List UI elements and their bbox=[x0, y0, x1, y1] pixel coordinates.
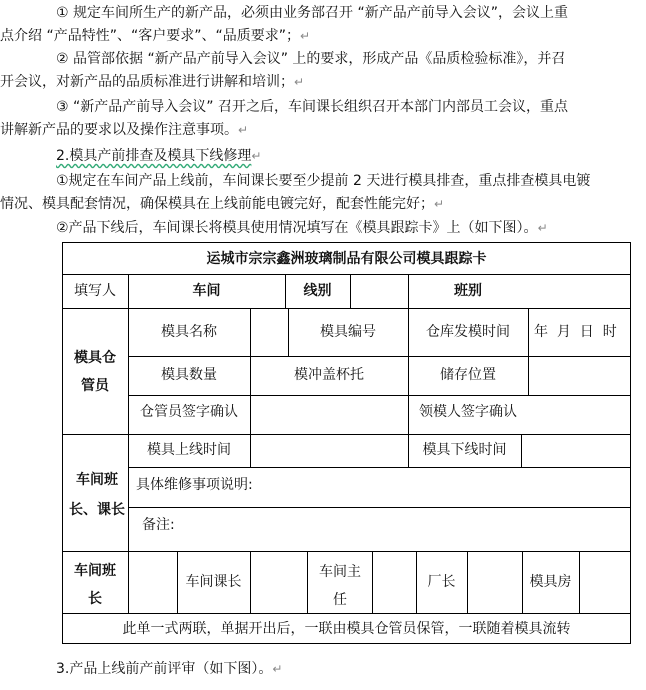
paragraph-3: ② 品管部依据 “新产品产前导入会议” 上的要求，形成产品《品质检验标准》，并召 bbox=[56, 51, 566, 67]
paragraph-1: ① 规定车间所生产的新产品，必须由业务部召开 “新产品产前导入会议”，会议上重 bbox=[56, 5, 568, 21]
form-footer-note: 此单一式两联，单据开出后，一联由模具仓管员保管，一联随着模具流转 bbox=[122, 621, 571, 637]
section-heading-3: 3.产品上线前产前评审（如下图）。↵ bbox=[56, 661, 283, 677]
form-title: 运城市宗宗鑫洲玻璃制品有限公司模具跟踪卡 bbox=[206, 251, 487, 267]
ws-head-label: 车间班长 bbox=[74, 563, 116, 607]
paragraph-9: ②产品下线后，车间课长将模具使用情况填写在《模具跟踪卡》上（如下图）。↵ bbox=[56, 220, 548, 236]
line-label: 线别 bbox=[303, 283, 332, 299]
filler-label: 填写人 bbox=[74, 283, 116, 299]
section-heading-2: 2.模具产前排查及模具下线修理↵ bbox=[56, 148, 262, 164]
mold-keeper-label: 模具仓管员 bbox=[74, 350, 116, 394]
mold-no-label: 模具编号 bbox=[320, 324, 376, 340]
offline-time-label: 模具下线时间 bbox=[422, 442, 507, 458]
date-ymdh-label: 年 月 日 时 bbox=[534, 324, 617, 340]
online-time-label: 模具上线时间 bbox=[147, 442, 231, 458]
ws-director-label: 车间主任 bbox=[319, 564, 361, 608]
shift-label: 班别 bbox=[454, 283, 482, 299]
mold-qty-label: 模具数量 bbox=[161, 367, 217, 383]
remark-label: 备注: bbox=[142, 517, 175, 533]
paragraph-4: 开会议，对新产品的品质标准进行讲解和培训；↵ bbox=[0, 74, 305, 90]
factory-head-label: 厂长 bbox=[427, 574, 456, 590]
shift-head-label: 车间班长、课长 bbox=[69, 472, 125, 518]
paragraph-7: ①规定在车间产品上线前，车间课长要至少提前 2 天进行模具排查，重点排查模具电镀 bbox=[56, 173, 591, 189]
issue-time-label: 仓库发模时间 bbox=[426, 324, 510, 340]
workshop-label: 车间 bbox=[192, 283, 221, 299]
paragraph-6: 讲解新产品的要求以及操作注意事项。↵ bbox=[0, 122, 249, 138]
keeper-sign-label: 仓管员签字确认 bbox=[140, 404, 238, 420]
mold-room-label: 模具房 bbox=[529, 574, 572, 590]
mold-cup-label: 模冲盖杯托 bbox=[294, 367, 364, 383]
paragraph-2: 点介绍 “产品特性”、“客户要求”、“品质要求”；↵ bbox=[0, 28, 311, 44]
mold-tracking-card bbox=[62, 242, 631, 644]
paragraph-5: ③ “新产品产前导入会议” 召开之后，车间课长组织召开本部门内部员工会议，重点 bbox=[56, 99, 568, 115]
storage-label: 储存位置 bbox=[440, 367, 496, 383]
paragraph-8: 情况、模具配套情况，确保模具在上线前能电镀完好，配套性能完好；↵ bbox=[0, 196, 445, 212]
ws-section-chief-label: 车间课长 bbox=[185, 574, 242, 590]
mold-name-label: 模具名称 bbox=[161, 324, 217, 340]
repair-desc-label: 具体维修事项说明: bbox=[136, 477, 253, 493]
receiver-sign-label: 领模人签字确认 bbox=[419, 404, 517, 420]
